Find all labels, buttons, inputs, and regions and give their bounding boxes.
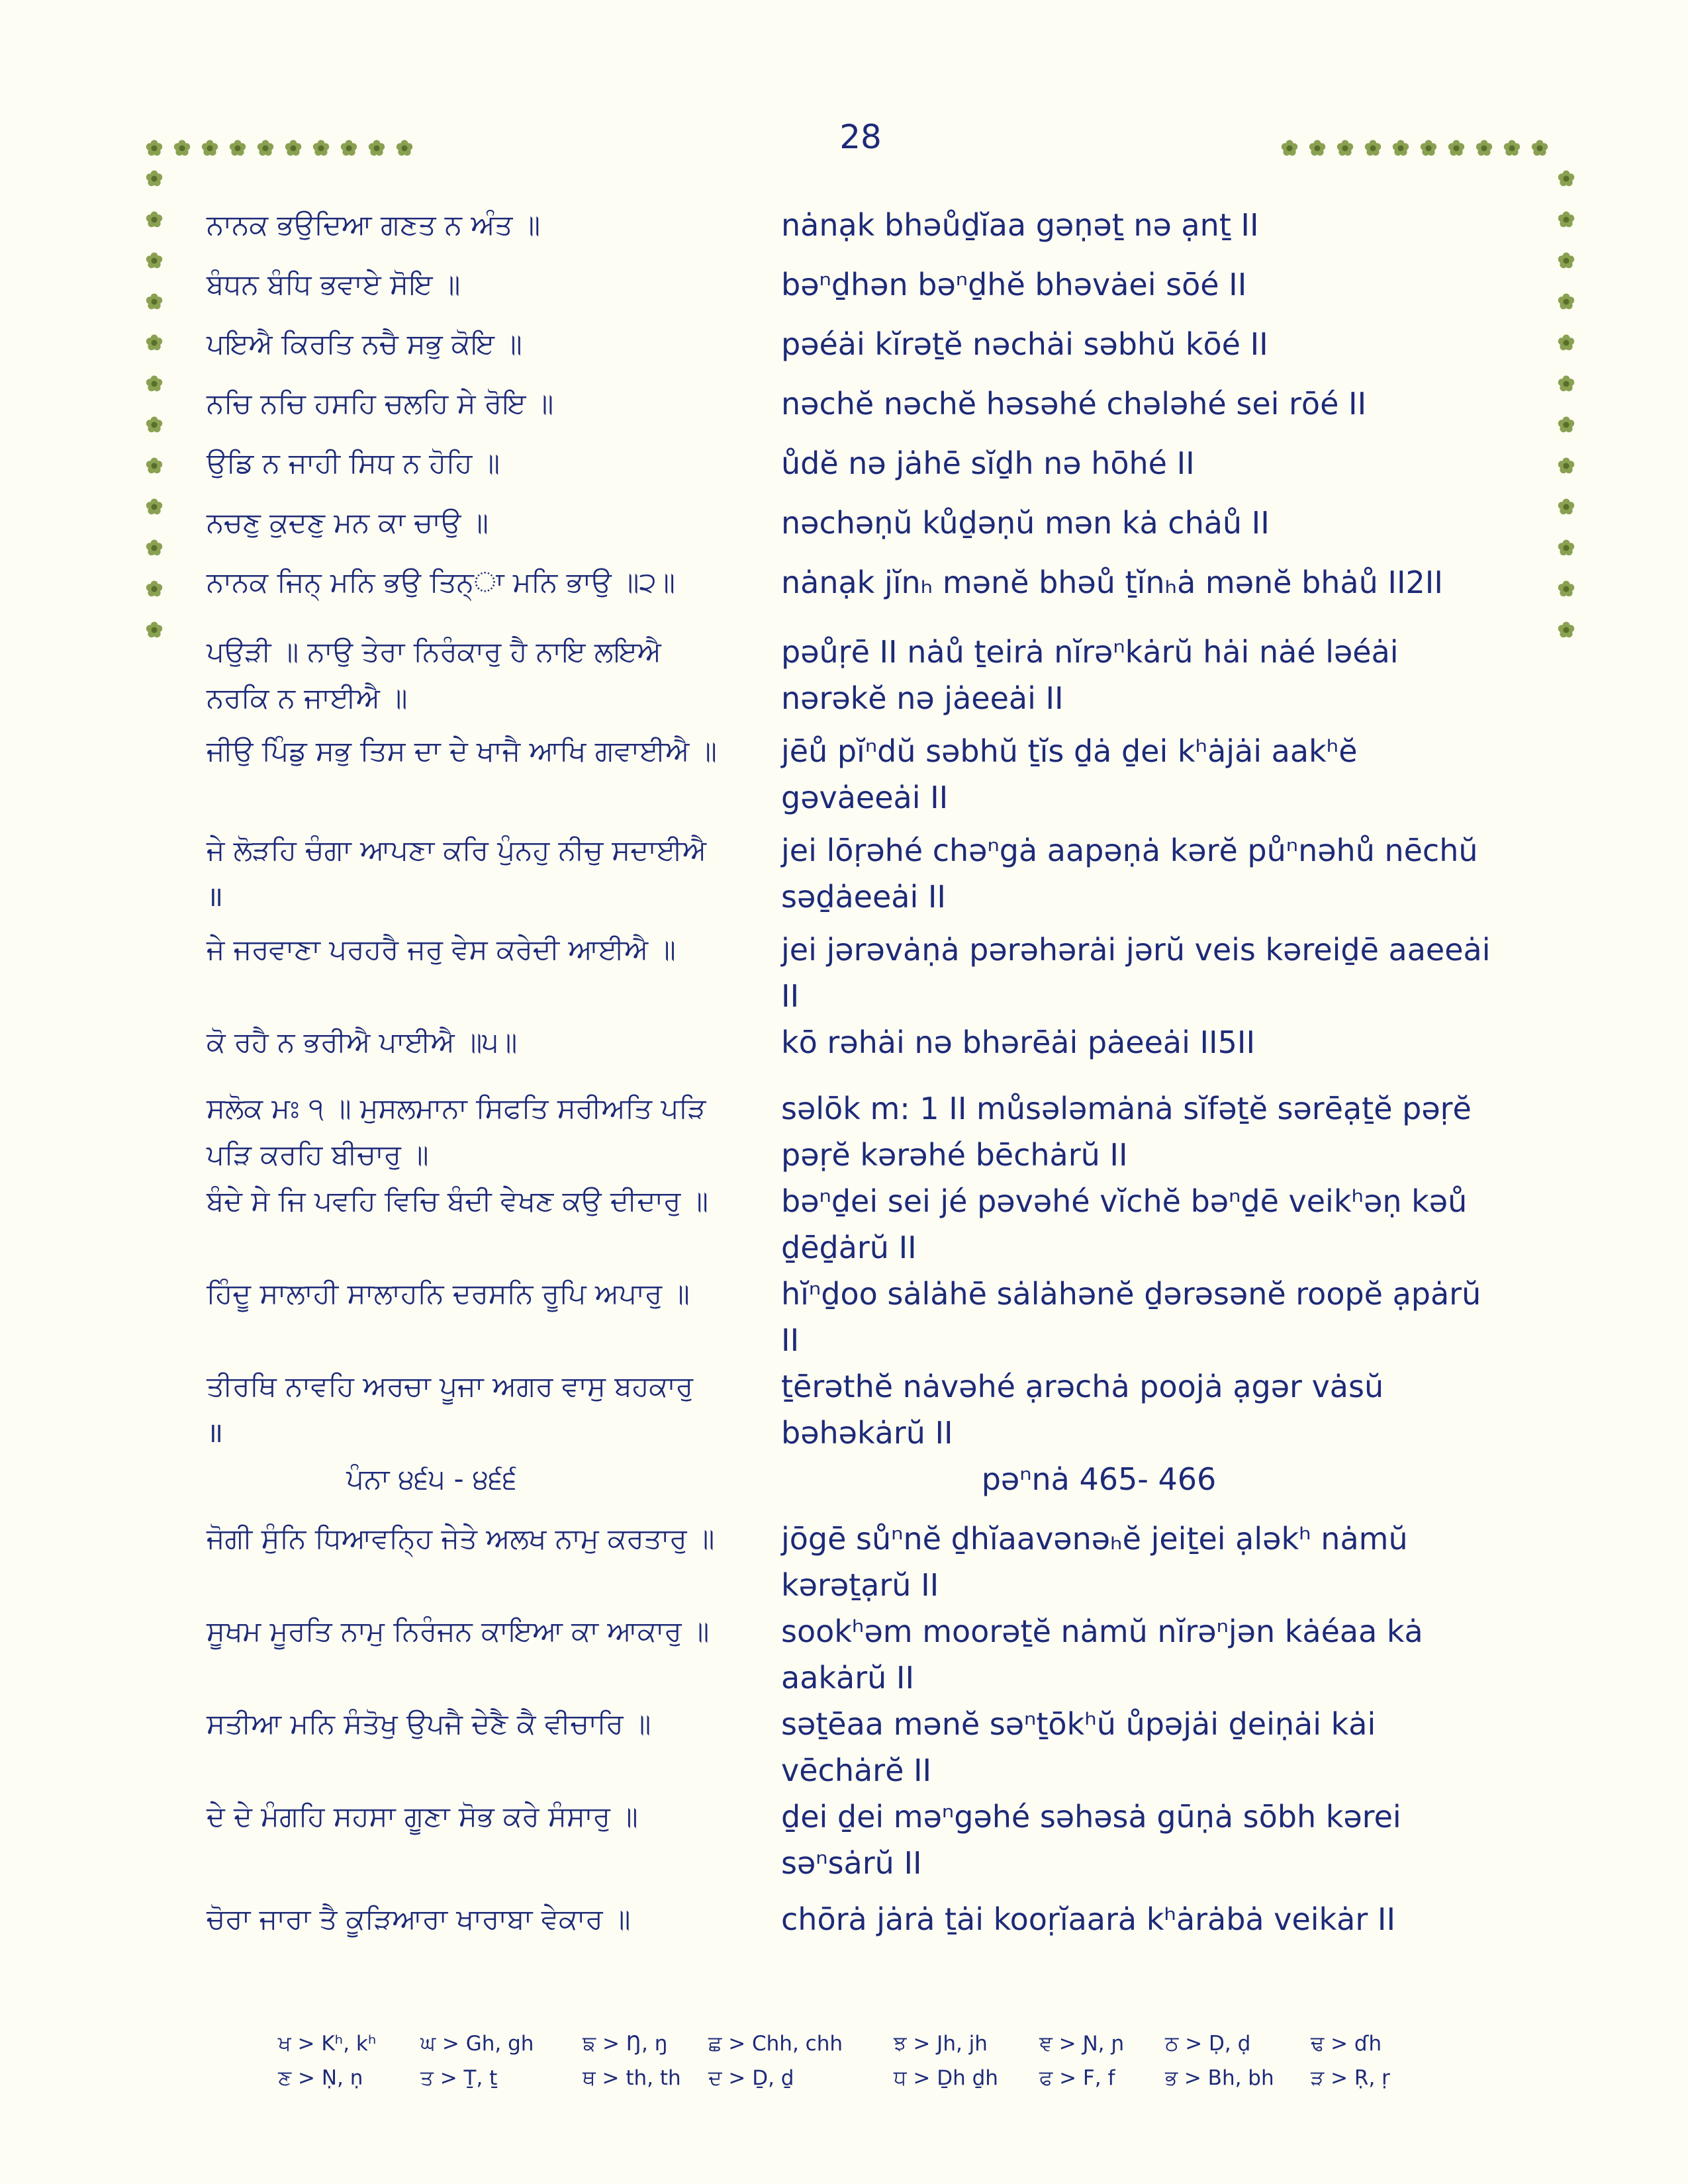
gurmukhi-text: ਹਿੰਦੂ ਸਾਲਾਹੀ ਸਾਲਾਹਨਿ ਦਰਸਨਿ ਰੂਪਿ ਅਪਾਰੁ ॥ xyxy=(207,1277,690,1310)
key-item: ਘ > Gh, gh xyxy=(420,2032,534,2056)
page-number: 28 xyxy=(839,118,882,156)
transliteration-text: bəⁿḏhən bəⁿḏhĕ bhəvȧei sōé II xyxy=(781,267,1247,302)
gurmukhi-text: ਨਾਨਕ ਜਿਨ੍ ਮਨਿ ਭਉ ਤਿਨ੍ਾ ਮਨਿ ਭਾਉ ॥੨॥ xyxy=(207,566,675,598)
gurmukhi-text: ਸਤੀਆ ਮਨਿ ਸੰਤੋਖੁ ਉਪਜੈ ਦੇਣੈ ਕੈ ਵੀਚਾਰਿ ॥ xyxy=(207,1707,651,1740)
gurmukhi-text: ਸਲੋਕ ਮਃ ੧ ॥ ਮੁਸਲਮਾਨਾ ਸਿਫਤਿ ਸਰੀਅਤਿ ਪੜਿ ਪੜਿ ਕਰਹਿ ਬੀਚਾਰੁ ॥ xyxy=(207,1092,706,1171)
gurmukhi-text: ਉਡਿ ਨ ਜਾਹੀ ਸਿਧ ਨ ਹੋਹਿ ॥ xyxy=(207,447,500,479)
transliteration-text: səṯēaa mənĕ səⁿṯōkʰŭ ůpəjȧi ḏeiṇȧi kȧi vēchȧrĕ II xyxy=(781,1706,1376,1788)
transliteration-text: jei lōṛəhé chəⁿgȧ aapəṇȧ kərĕ půⁿnəhů nēchŭ səḏȧeeȧi II xyxy=(781,833,1478,915)
key-row xyxy=(278,2032,1470,2066)
transliteration-text: sookʰəm moorəṯĕ nȧmŭ nĭrəⁿjən kȧéaa kȧ aakȧrŭ II xyxy=(781,1614,1423,1696)
key-item: ਭ > Bh, bh xyxy=(1165,2066,1274,2090)
transliteration-text: hĭⁿḏoo sȧlȧhē sȧlȧhənĕ ḏərəsənĕ roopĕ ạpȧrŭ II xyxy=(781,1276,1481,1358)
gurmukhi-text: ਨਚਣੁ ਕੁਦਣੁ ਮਨ ਕਾ ਚਾਉ ॥ xyxy=(207,506,489,539)
gurmukhi-text: ਸੂਖਮ ਮੂਰਤਿ ਨਾਮੁ ਨਿਰੰਜਨ ਕਾਇਆ ਕਾ ਆਕਾਰੁ ॥ xyxy=(207,1615,710,1647)
key-item: ਫ > F, f xyxy=(1039,2066,1115,2090)
key-row xyxy=(278,2066,1470,2101)
key-item: ੜ > Ṛ, ṛ xyxy=(1311,2066,1390,2090)
transliteration-text: səlōk m: 1 II můsələmȧnȧ sĭfəṯĕ sərēạṯĕ pəṛĕ pəṛĕ kərəhé bēchȧrŭ II xyxy=(781,1091,1472,1173)
transliteration-text: jei jərəvȧṇȧ pərəhərȧi jərŭ veis kəreiḏē aaeeȧi II xyxy=(781,932,1491,1014)
gurmukhi-text: ਪਇਐ ਕਿਰਤਿ ਨਚੈ ਸਭੁ ਕੋਇ ॥ xyxy=(207,328,522,360)
key-item: ਥ > th, th xyxy=(583,2066,681,2090)
gurmukhi-text: ਨਾਨਕ ਭਉਦਿਆ ਗਣਤ ਨ ਅੰਤ ॥ xyxy=(207,208,541,241)
gurmukhi-text: ਬੰਧਨ ਬੰਧਿ ਭਵਾਏ ਸੋਇ ॥ xyxy=(207,268,461,300)
key-item: ਝ > Jh, jh xyxy=(894,2032,988,2056)
transliteration-text: nȧnạk jĭnₕ mənĕ bhəů ṯĭnₕȧ mənĕ bhȧů II2II xyxy=(781,565,1443,600)
transliteration-text: chōrȧ jȧrȧ ṯȧi kooṛĭaarȧ kʰȧrȧbȧ veikȧr II xyxy=(781,1901,1396,1937)
gurmukhi-text: ਦੇ ਦੇ ਮੰਗਹਿ ਸਹਸਾ ਗੂਣਾ ਸੋਭ ਕਰੇ ਸੰਸਾਰੁ ॥ xyxy=(207,1800,638,1833)
transliteration-key xyxy=(278,2032,1470,2101)
gurmukhi-text: ਜੋਗੀ ਸੁੰਨਿ ਧਿਆਵਨ੍ਹਿ ਜੇਤੇ ਅਲਖ ਨਾਮੁ ਕਰਤਾਰੁ ॥ xyxy=(207,1522,715,1555)
transliteration-text: ůdĕ nə jȧhē sĭḏh nə hōhé II xyxy=(781,445,1195,481)
gurmukhi-text: ਤੀਰਥਿ ਨਾਵਹਿ ਅਰਚਾ ਪੂਜਾ ਅਗਰ ਵਾਸੁ ਬਹਕਾਰੁ ॥ xyxy=(207,1370,694,1449)
transliteration-text: jēů pĭⁿdŭ səbhŭ ṯĭs ḏȧ ḏei kʰȧjȧi aakʰĕ gəvȧeeȧi II xyxy=(781,733,1358,815)
transliteration-text: nȧnạk bhəůḏĭaa gəṇəṯ nə ạnṯ II xyxy=(781,207,1259,243)
transliteration-text: nəchəṇŭ kůḏəṇŭ mən kȧ chȧů II xyxy=(781,505,1270,541)
gurmukhi-text: ਚੋਰਾ ਜਾਰਾ ਤੈ ਕੂੜਿਆਰਾ ਖਾਰਾਬਾ ਵੇਕਾਰ ॥ xyxy=(207,1903,631,1935)
gurmukhi-text: ਬੰਦੇ ਸੇ ਜਿ ਪਵਹਿ ਵਿਚਿ ਬੰਦੀ ਵੇਖਣ ਕਉ ਦੀਦਾਰੁ ॥ xyxy=(207,1185,708,1217)
gurmukhi-text: ਨਚਿ ਨਚਿ ਹਸਹਿ ਚਲਹਿ ਸੇ ਰੋਇ ॥ xyxy=(207,387,554,420)
gurmukhi-text: ਪਉੜੀ ॥ ਨਾਉ ਤੇਰਾ ਨਿਰੰਕਾਰੁ ਹੈ ਨਾਇ ਲਇਐ ਨਰਕਿ ਨ ਜਾਈਐ ॥ xyxy=(207,635,661,714)
gurmukhi-text: ਕੋ ਰਹੈ ਨ ਭਰੀਐ ਪਾਈਐ ॥੫॥ xyxy=(207,1026,518,1058)
key-item: ਢ > ɗh xyxy=(1311,2032,1382,2056)
gurmukhi-text: ਜੇ ਲੋੜਹਿ ਚੰਗਾ ਆਪਣਾ ਕਰਿ ਪੁੰਨਹੁ ਨੀਚੁ ਸਦਾਈਐ ॥ xyxy=(207,834,706,913)
gurmukhi-text: ਪੰਨਾ ੪੬੫ - ੪੬੬ xyxy=(346,1463,517,1495)
key-item: ਠ > Ḍ, ḍ xyxy=(1165,2032,1251,2056)
transliteration-text: ḏei ḏei məⁿgəhé səhəsȧ gūṇȧ sōbh kərei səⁿsȧrŭ II xyxy=(781,1799,1401,1881)
transliteration-text: nəchĕ nəchĕ həsəhé chələhé sei rōé II xyxy=(781,386,1367,422)
gurmukhi-text: ਜੇ ਜਰਵਾਣਾ ਪਰਹਰੈ ਜਰੁ ਵੇਸ ਕਰੇਦੀ ਆਈਐ ॥ xyxy=(207,933,676,966)
key-item: ਙ > Ŋ, ŋ xyxy=(583,2032,668,2056)
key-item: ਖ > Kʰ, kʰ xyxy=(278,2032,377,2056)
gurmukhi-text: ਜੀਉ ਪਿੰਡੁ ਸਭੁ ਤਿਸ ਦਾ ਦੇ ਖਾਜੈ ਆਖਿ ਗਵਾਈਐ ॥ xyxy=(207,735,717,767)
key-item: ਛ > Chh, chh xyxy=(708,2032,843,2056)
transliteration-text: pəⁿnȧ 465- 466 xyxy=(981,1461,1217,1497)
key-item: ਦ > Ḏ, ḏ xyxy=(708,2066,794,2090)
transliteration-text: jōgē sůⁿnĕ ḏhĭaavənəₕĕ jeiṯei ạləkʰ nȧmŭ kərəṯạrŭ II xyxy=(781,1521,1408,1603)
key-item: ਧ > Ḏh ḏh xyxy=(894,2066,998,2090)
key-item: ਞ > Ɲ, ɲ xyxy=(1039,2032,1125,2056)
transliteration-text: pəéȧi kĭrəṯĕ nəchȧi səbhŭ kōé II xyxy=(781,326,1268,362)
key-item: ਣ > Ṇ, ṇ xyxy=(278,2066,363,2090)
key-item: ਤ > Ṯ, ṯ xyxy=(420,2066,498,2090)
transliteration-text: kō rəhȧi nə bhərēȧi pȧeeȧi II5II xyxy=(781,1024,1256,1060)
transliteration-text: pəůṛē II nȧů ṯeirȧ nĭrəⁿkȧrŭ hȧi nȧé ləéȧi nərəkĕ nə jȧeeȧi II xyxy=(781,634,1399,716)
transliteration-text: bəⁿḏei sei jé pəvəhé vĭchĕ bəⁿḏē veikʰəṇ kəů ḏēḏȧrŭ II xyxy=(781,1183,1468,1265)
transliteration-text: ṯērəthĕ nȧvəhé ạrəchȧ poojȧ ạgər vȧsŭ bəhəkȧrŭ II xyxy=(781,1369,1384,1451)
